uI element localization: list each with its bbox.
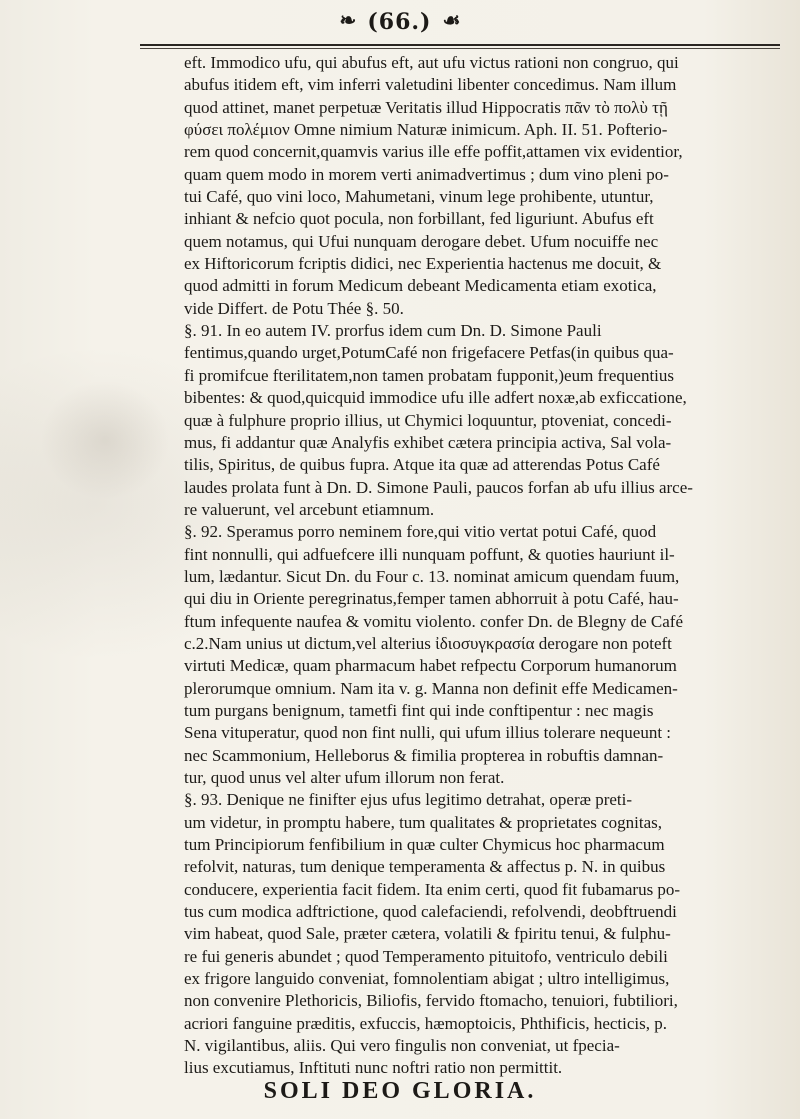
text-line: abufus itidem eft, vim inferri valetudini libenter concedimus. Nam illum	[184, 75, 677, 95]
text-line: tus cum modica adftrictione, quod calefaciendi, refolvendi, deobftruendi	[184, 902, 677, 922]
text-line: mus, fi addantur quæ Analyfis exhibet cætera principia activa, Sal vola-	[184, 432, 672, 452]
text-line: virtuti Medicæ, quam pharmacum habet refpectu Corporum humanorum	[184, 656, 677, 676]
paper-stain	[40, 380, 170, 500]
text-line: vim habeat, quod Sale, præter cætera, volatili & fpiritu tenui, & fulphu-	[184, 924, 671, 944]
text-line: quod admitti in forum Medicum debeant Medicamenta etiam exotica,	[184, 276, 657, 296]
text-line: ex frigore languido conveniat, fomnolentiam abigat ; ultro intelligimus,	[184, 969, 670, 989]
page-number: (66.)	[367, 9, 432, 35]
text-line: φύσει πολέμιον Omne nimium Naturæ inimicum. Aph. II. 51. Pofterio-	[184, 120, 668, 140]
text-line: §. 93. Denique ne finifter ejus ufus legitimo detrahat, operæ preti-	[184, 790, 633, 810]
text-line: qui diu in Oriente peregrinatus,femper tamen abhorruit à potu Café, hau-	[184, 589, 679, 609]
text-line: quæ à fulphure proprio illius, ut Chymici loquuntur, ptoveniat, concedi-	[184, 410, 672, 430]
text-line: eft. Immodico ufu, qui abufus eft, aut ufu victus rationi non congruo, qui	[184, 53, 679, 72]
text-line: N. vigilantibus, aliis. Qui vero fingulis non conveniat, ut fpecia-	[184, 1036, 620, 1056]
body-text	[184, 52, 788, 1080]
text-line: tum Principiorum fenfibilium in quæ culter Chymicus hoc pharmacum	[184, 835, 665, 855]
text-line: tur, quod unus vel alter ufum illorum non ferat.	[184, 768, 505, 787]
text-line: §. 91. In eo autem IV. prorfus idem cum Dn. D. Simone Pauli	[184, 321, 602, 341]
text-line: inhiant & nefcio quot pocula, non forbillant, fed liguriunt. Abufus eft	[184, 209, 654, 229]
text-line: tum purgans benignum, tametfi fint qui inde conftipentur : nec magis	[184, 700, 654, 720]
text-line: quam quem modo in morem verti animadvertimus ; dum vino pleni po-	[184, 164, 669, 184]
text-line: lius excutiamus, Inftituti nunc noftri ratio non permittit.	[184, 1058, 563, 1078]
text-line: re valuerunt, vel arcebunt etiamnum.	[184, 499, 435, 519]
text-line: fentimus,quando urget,PotumCafé non frigefacere Petfas(in quibus qua-	[184, 343, 674, 363]
text-line: nec Scammonium, Helleborus & fimilia propterea in robuftis damnan-	[184, 745, 664, 765]
ornament-right-icon: ☙	[442, 8, 461, 32]
text-line: §. 92. Speramus porro neminem fore,qui vitio vertat potui Café, quod	[184, 522, 657, 542]
text-line: quem notamus, qui Ufui nunquam derogare debet. Ufum nocuiffe nec	[184, 231, 659, 251]
text-line: Sena vituperatur, quod non fint nulli, qui ufum illius tolerare nequeunt :	[184, 723, 672, 743]
text-line: vide Differt. de Potu Thée §. 50.	[184, 298, 404, 318]
closing-line: SOLI DEO GLORIA.	[263, 1078, 537, 1104]
header-rule-thin	[140, 48, 780, 49]
text-line: re fui generis abundet ; quod Temperamento pituitofo, ventriculo debili	[184, 946, 668, 966]
text-line: ftum infequente naufea & vomitu violento. confer Dn. de Blegny de Café	[184, 611, 683, 631]
text-line: ex Hiftoricorum fcriptis didici, nec Experientia hactenus me docuit, &	[184, 254, 662, 274]
text-line: refolvit, naturas, tum denique temperamenta & affectus p. N. in quibus	[184, 857, 666, 877]
text-line: quod attinet, manet perpetuæ Veritatis illud Hippocratis πᾶν τὸ πολὺ τῇ	[184, 97, 668, 117]
text-line: tilis, Spiritus, de quibus fupra. Atque ita quæ ad atterendas Potus Café	[184, 455, 660, 475]
text-line: um videtur, in promptu habere, tum qualitates & proprietates cognitas,	[184, 812, 663, 832]
text-line: rem quod concernit,quamvis varius ille effe poffit,attamen vix evidentior,	[184, 142, 683, 162]
text-line: non convenire Plethoricis, Biliofis, fervido ftomacho, tenuiori, fubtiliori,	[184, 991, 678, 1011]
ornament-left-icon: ❧	[339, 8, 357, 32]
page-header	[0, 8, 800, 42]
text-line: conducere, experientia facit fidem. Ita enim certi, quod fit fubamarus po-	[184, 879, 681, 899]
text-line: lum, lædantur. Sicut Dn. du Four c. 13. nominat amicum quendam fuum,	[184, 566, 680, 586]
text-line: fint nonnulli, qui adfuefcere illi nunquam poffunt, & quoties hauriunt il-	[184, 544, 675, 564]
text-line: plerorumque omnium. Nam ita v. g. Manna non definit effe Medicamen-	[184, 678, 678, 698]
text-line: laudes prolata funt à Dn. D. Simone Pauli, paucos forfan ab ufu illius arce-	[184, 477, 693, 497]
text-line: c.2.Nam unius ut dictum,vel alterius ἰδιοσυγκρασία derogare non poteft	[184, 633, 672, 653]
text-line: bibentes: & quod,quicquid immodice ufu ille adfert noxæ,ab exficcatione,	[184, 388, 687, 408]
text-line: fi promifcue fterilitatem,non tamen probatam fupponit,)eum frequentius	[184, 365, 675, 385]
text-line: tui Café, quo vini loco, Mahumetani, vinum lege prohibente, utuntur,	[184, 187, 654, 207]
header-rule	[140, 44, 780, 46]
text-line: acriori fanguine præditis, exfuccis, hæmoptoicis, Phthificis, hecticis, p.	[184, 1013, 667, 1033]
